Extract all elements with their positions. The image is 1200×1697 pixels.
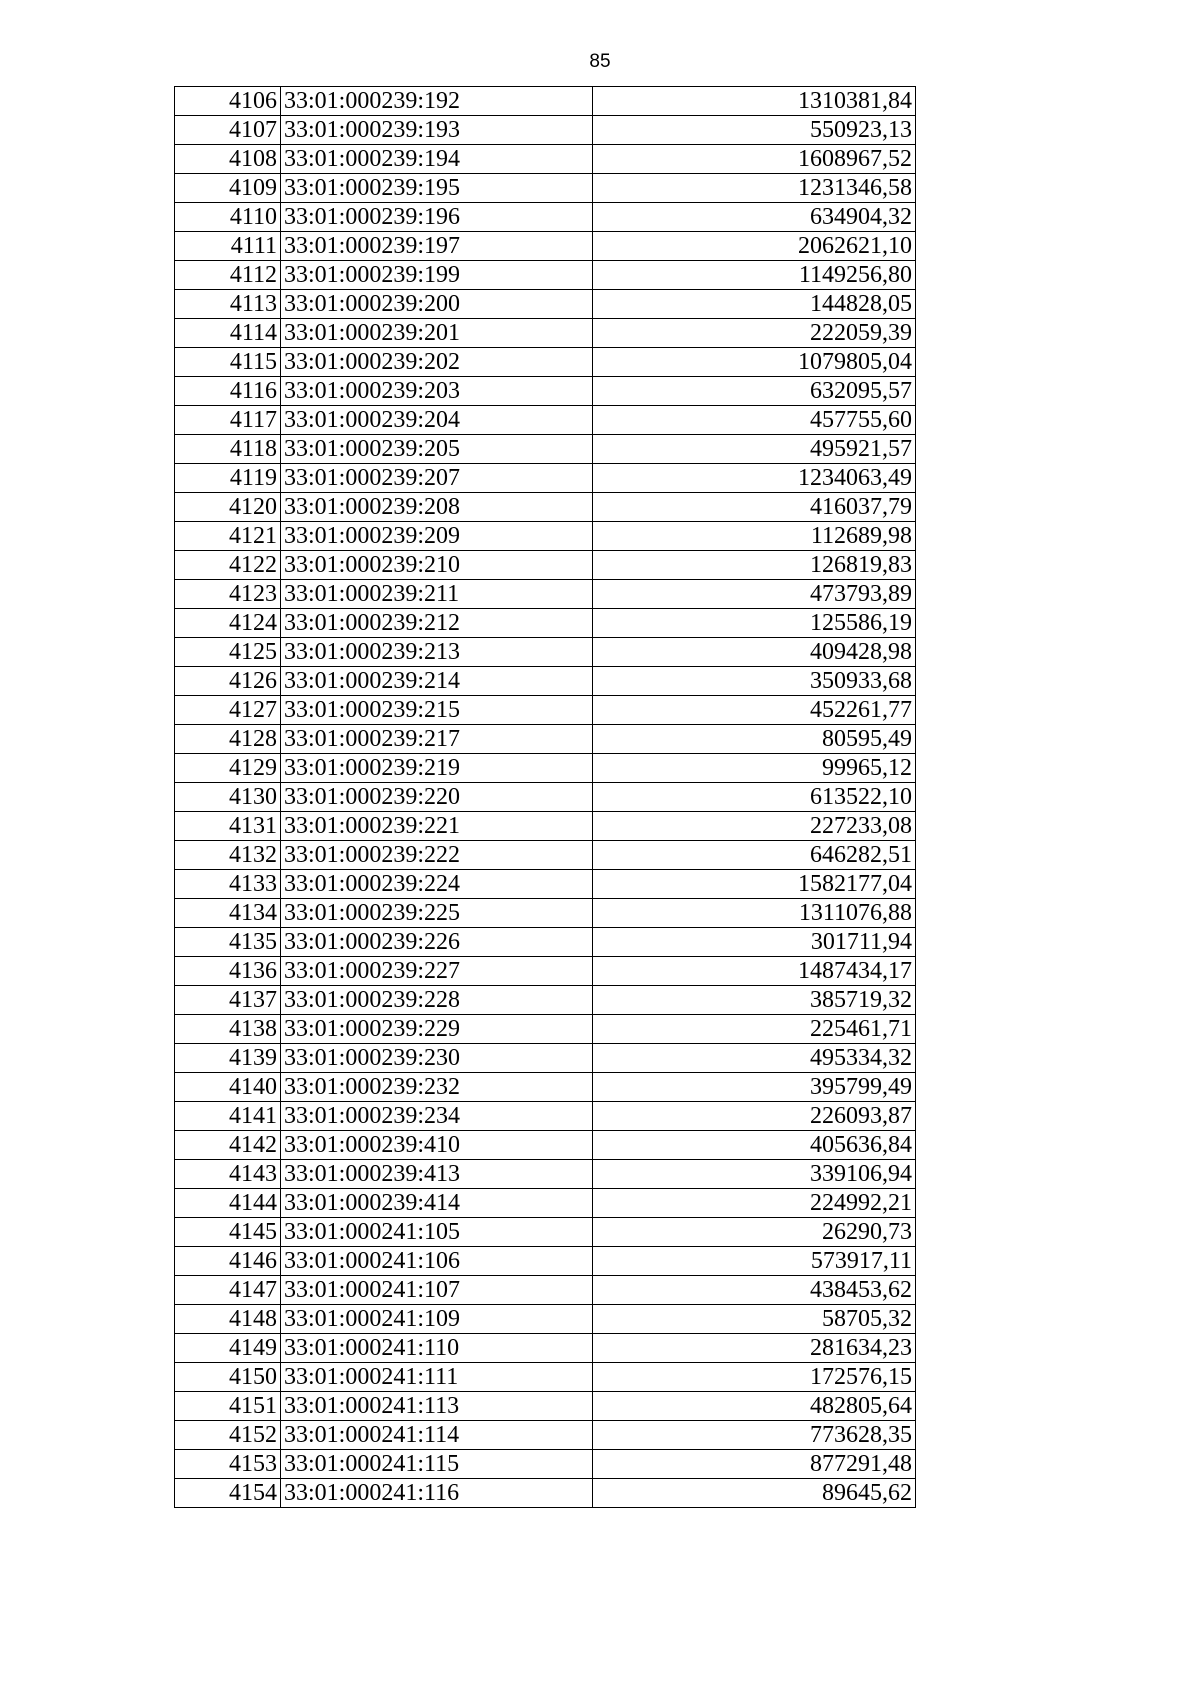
table-row [175, 928, 916, 957]
cadastral-value-cell: 224992,21 [593, 1189, 916, 1218]
row-number-cell: 4121 [175, 522, 281, 551]
table-row [175, 203, 916, 232]
cadastral-number-cell: 33:01:000239:221 [281, 812, 593, 841]
table-row [175, 870, 916, 899]
cadastral-number-cell: 33:01:000239:219 [281, 754, 593, 783]
cadastral-value-cell: 99965,12 [593, 754, 916, 783]
cadastral-value-cell: 1234063,49 [593, 464, 916, 493]
table-row [175, 551, 916, 580]
cadastral-number-cell: 33:01:000239:196 [281, 203, 593, 232]
cadastral-number-cell: 33:01:000239:211 [281, 580, 593, 609]
cadastral-number-cell: 33:01:000239:414 [281, 1189, 593, 1218]
table-row [175, 1305, 916, 1334]
cadastral-value-cell: 495334,32 [593, 1044, 916, 1073]
cadastral-number-cell: 33:01:000239:193 [281, 116, 593, 145]
cadastral-value-cell: 26290,73 [593, 1218, 916, 1247]
cadastral-value-cell: 773628,35 [593, 1421, 916, 1450]
table-row [175, 1334, 916, 1363]
table-row [175, 1421, 916, 1450]
cadastral-number-cell: 33:01:000241:114 [281, 1421, 593, 1450]
cadastral-number-cell: 33:01:000241:105 [281, 1218, 593, 1247]
table-row [175, 522, 916, 551]
row-number-cell: 4123 [175, 580, 281, 609]
page-number: 85 [589, 51, 611, 72]
row-number-cell: 4139 [175, 1044, 281, 1073]
row-number-cell: 4124 [175, 609, 281, 638]
cadastral-number-cell: 33:01:000239:213 [281, 638, 593, 667]
cadastral-number-cell: 33:01:000239:192 [281, 87, 593, 116]
cadastral-number-cell: 33:01:000239:224 [281, 870, 593, 899]
cadastral-value-cell: 1487434,17 [593, 957, 916, 986]
row-number-cell: 4115 [175, 348, 281, 377]
cadastral-number-cell: 33:01:000241:106 [281, 1247, 593, 1276]
row-number-cell: 4112 [175, 261, 281, 290]
cadastral-number-cell: 33:01:000241:115 [281, 1450, 593, 1479]
row-number-cell: 4152 [175, 1421, 281, 1450]
cadastral-number-cell: 33:01:000239:225 [281, 899, 593, 928]
cadastral-value-cell: 144828,05 [593, 290, 916, 319]
cadastral-value-cell: 1311076,88 [593, 899, 916, 928]
row-number-cell: 4125 [175, 638, 281, 667]
cadastral-number-cell: 33:01:000239:226 [281, 928, 593, 957]
cadastral-number-cell: 33:01:000239:201 [281, 319, 593, 348]
cadastral-number-cell: 33:01:000239:227 [281, 957, 593, 986]
row-number-cell: 4108 [175, 145, 281, 174]
cadastral-value-cell: 226093,87 [593, 1102, 916, 1131]
cadastral-number-cell: 33:01:000239:209 [281, 522, 593, 551]
row-number-cell: 4147 [175, 1276, 281, 1305]
row-number-cell: 4110 [175, 203, 281, 232]
row-number-cell: 4128 [175, 725, 281, 754]
row-number-cell: 4120 [175, 493, 281, 522]
cadastral-value-cell: 1608967,52 [593, 145, 916, 174]
row-number-cell: 4137 [175, 986, 281, 1015]
table-row [175, 1276, 916, 1305]
table-row [175, 1392, 916, 1421]
row-number-cell: 4126 [175, 667, 281, 696]
cadastral-value-cell: 80595,49 [593, 725, 916, 754]
row-number-cell: 4131 [175, 812, 281, 841]
cadastral-number-cell: 33:01:000239:199 [281, 261, 593, 290]
row-number-cell: 4109 [175, 174, 281, 203]
table-row [175, 87, 916, 116]
row-number-cell: 4145 [175, 1218, 281, 1247]
row-number-cell: 4138 [175, 1015, 281, 1044]
cadastral-value-cell: 126819,83 [593, 551, 916, 580]
table-row [175, 638, 916, 667]
row-number-cell: 4119 [175, 464, 281, 493]
cadastral-value-cell: 227233,08 [593, 812, 916, 841]
row-number-cell: 4151 [175, 1392, 281, 1421]
row-number-cell: 4107 [175, 116, 281, 145]
table-row [175, 406, 916, 435]
row-number-cell: 4141 [175, 1102, 281, 1131]
cadastral-number-cell: 33:01:000239:217 [281, 725, 593, 754]
cadastral-value-cell: 438453,62 [593, 1276, 916, 1305]
cadastral-number-cell: 33:01:000239:197 [281, 232, 593, 261]
row-number-cell: 4142 [175, 1131, 281, 1160]
cadastral-number-cell: 33:01:000239:212 [281, 609, 593, 638]
cadastral-number-cell: 33:01:000239:204 [281, 406, 593, 435]
cadastral-number-cell: 33:01:000239:234 [281, 1102, 593, 1131]
row-number-cell: 4136 [175, 957, 281, 986]
table-row [175, 1073, 916, 1102]
cadastral-value-cell: 385719,32 [593, 986, 916, 1015]
row-number-cell: 4127 [175, 696, 281, 725]
cadastral-value-cell: 89645,62 [593, 1479, 916, 1508]
table-row [175, 957, 916, 986]
cadastral-value-cell: 409428,98 [593, 638, 916, 667]
row-number-cell: 4143 [175, 1160, 281, 1189]
row-number-cell: 4144 [175, 1189, 281, 1218]
row-number-cell: 4149 [175, 1334, 281, 1363]
table-row [175, 493, 916, 522]
table-row [175, 1450, 916, 1479]
cadastral-number-cell: 33:01:000239:203 [281, 377, 593, 406]
row-number-cell: 4150 [175, 1363, 281, 1392]
cadastral-value-cell: 613522,10 [593, 783, 916, 812]
cadastral-value-cell: 405636,84 [593, 1131, 916, 1160]
table-row [175, 725, 916, 754]
cadastral-value-cell: 350933,68 [593, 667, 916, 696]
cadastral-number-cell: 33:01:000239:220 [281, 783, 593, 812]
cadastral-number-cell: 33:01:000241:110 [281, 1334, 593, 1363]
row-number-cell: 4134 [175, 899, 281, 928]
cadastral-number-cell: 33:01:000239:215 [281, 696, 593, 725]
cadastral-value-cell: 1310381,84 [593, 87, 916, 116]
table-row [175, 290, 916, 319]
cadastral-number-cell: 33:01:000239:208 [281, 493, 593, 522]
row-number-cell: 4130 [175, 783, 281, 812]
cadastral-number-cell: 33:01:000239:205 [281, 435, 593, 464]
table-row [175, 145, 916, 174]
cadastral-value-cell: 125586,19 [593, 609, 916, 638]
cadastral-value-cell: 457755,60 [593, 406, 916, 435]
table-row [175, 696, 916, 725]
cadastral-value-cell: 634904,32 [593, 203, 916, 232]
table-row [175, 1131, 916, 1160]
cadastral-value-cell: 1079805,04 [593, 348, 916, 377]
row-number-cell: 4111 [175, 232, 281, 261]
cadastral-value-cell: 495921,57 [593, 435, 916, 464]
cadastral-value-cell: 395799,49 [593, 1073, 916, 1102]
cadastral-number-cell: 33:01:000239:202 [281, 348, 593, 377]
table-row [175, 1044, 916, 1073]
cadastral-value-cell: 225461,71 [593, 1015, 916, 1044]
cadastral-value-cell: 1149256,80 [593, 261, 916, 290]
cadastral-value-cell: 1582177,04 [593, 870, 916, 899]
cadastral-number-cell: 33:01:000239:207 [281, 464, 593, 493]
cadastral-number-cell: 33:01:000241:111 [281, 1363, 593, 1392]
table-row [175, 1160, 916, 1189]
cadastral-number-cell: 33:01:000239:194 [281, 145, 593, 174]
cadastral-value-cell: 877291,48 [593, 1450, 916, 1479]
cadastral-number-cell: 33:01:000239:210 [281, 551, 593, 580]
row-number-cell: 4132 [175, 841, 281, 870]
row-number-cell: 4140 [175, 1073, 281, 1102]
cadastral-number-cell: 33:01:000241:113 [281, 1392, 593, 1421]
table-row [175, 1218, 916, 1247]
row-number-cell: 4146 [175, 1247, 281, 1276]
cadastral-number-cell: 33:01:000241:107 [281, 1276, 593, 1305]
table-row [175, 609, 916, 638]
cadastral-value-cell: 646282,51 [593, 841, 916, 870]
table-row [175, 1247, 916, 1276]
cadastral-value-cell: 301711,94 [593, 928, 916, 957]
table-row [175, 261, 916, 290]
row-number-cell: 4153 [175, 1450, 281, 1479]
cadastral-value-cell: 573917,11 [593, 1247, 916, 1276]
table-body [175, 87, 916, 1508]
cadastral-value-cell: 339106,94 [593, 1160, 916, 1189]
cadastral-value-cell: 452261,77 [593, 696, 916, 725]
table-row [175, 348, 916, 377]
cadastral-value-cell: 473793,89 [593, 580, 916, 609]
table-row [175, 754, 916, 783]
cadastral-number-cell: 33:01:000239:195 [281, 174, 593, 203]
table-row [175, 174, 916, 203]
cadastral-value-cell: 1231346,58 [593, 174, 916, 203]
cadastral-number-cell: 33:01:000239:214 [281, 667, 593, 696]
table-row [175, 464, 916, 493]
cadastral-value-cell: 172576,15 [593, 1363, 916, 1392]
table-row [175, 899, 916, 928]
row-number-cell: 4122 [175, 551, 281, 580]
row-number-cell: 4116 [175, 377, 281, 406]
table-row [175, 116, 916, 145]
table-row [175, 841, 916, 870]
table-row [175, 812, 916, 841]
row-number-cell: 4106 [175, 87, 281, 116]
row-number-cell: 4117 [175, 406, 281, 435]
table-row [175, 783, 916, 812]
table-row [175, 986, 916, 1015]
table-row [175, 232, 916, 261]
row-number-cell: 4113 [175, 290, 281, 319]
cadastral-value-cell: 550923,13 [593, 116, 916, 145]
cadastral-value-table [174, 86, 916, 1508]
table-row [175, 667, 916, 696]
cadastral-value-cell: 222059,39 [593, 319, 916, 348]
row-number-cell: 4148 [175, 1305, 281, 1334]
table-row [175, 1015, 916, 1044]
cadastral-number-cell: 33:01:000239:222 [281, 841, 593, 870]
cadastral-value-cell: 281634,23 [593, 1334, 916, 1363]
cadastral-number-cell: 33:01:000239:413 [281, 1160, 593, 1189]
table-row [175, 1102, 916, 1131]
table-row [175, 377, 916, 406]
cadastral-value-cell: 632095,57 [593, 377, 916, 406]
table-row [175, 1479, 916, 1508]
cadastral-number-cell: 33:01:000239:232 [281, 1073, 593, 1102]
cadastral-number-cell: 33:01:000239:228 [281, 986, 593, 1015]
row-number-cell: 4118 [175, 435, 281, 464]
table-row [175, 435, 916, 464]
row-number-cell: 4133 [175, 870, 281, 899]
cadastral-number-cell: 33:01:000239:410 [281, 1131, 593, 1160]
table-row [175, 319, 916, 348]
cadastral-number-cell: 33:01:000239:200 [281, 290, 593, 319]
row-number-cell: 4154 [175, 1479, 281, 1508]
row-number-cell: 4114 [175, 319, 281, 348]
cadastral-value-cell: 2062621,10 [593, 232, 916, 261]
table-row [175, 580, 916, 609]
cadastral-value-cell: 416037,79 [593, 493, 916, 522]
table-row [175, 1363, 916, 1392]
cadastral-number-cell: 33:01:000241:109 [281, 1305, 593, 1334]
cadastral-number-cell: 33:01:000241:116 [281, 1479, 593, 1508]
cadastral-number-cell: 33:01:000239:230 [281, 1044, 593, 1073]
cadastral-value-cell: 112689,98 [593, 522, 916, 551]
row-number-cell: 4129 [175, 754, 281, 783]
cadastral-number-cell: 33:01:000239:229 [281, 1015, 593, 1044]
table-row [175, 1189, 916, 1218]
cadastral-value-cell: 58705,32 [593, 1305, 916, 1334]
row-number-cell: 4135 [175, 928, 281, 957]
cadastral-value-cell: 482805,64 [593, 1392, 916, 1421]
